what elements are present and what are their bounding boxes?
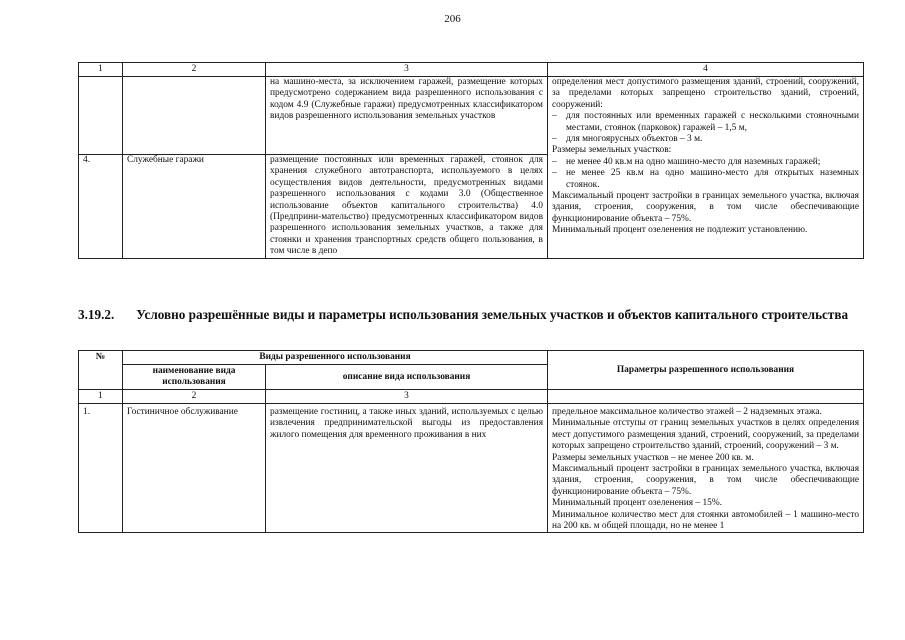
land-use-table-continued — [78, 62, 864, 259]
list-item-text: не менее 40 кв.м на одно машино-место для наземных гаражей; — [566, 156, 821, 167]
list-item — [552, 168, 859, 191]
dash-marker: – — [552, 111, 557, 122]
column-index: 3 — [266, 63, 548, 77]
list-item — [552, 157, 859, 168]
max-build-percent: Максимальный процент застройки в границах земельного участка, включая здания, строения, сооружения, в том числе обеспечивающие функционирование объекта – 75%. — [552, 191, 859, 224]
min-parking: Минимальное количество мест для стоянки автомобилей – 1 машино-место на 200 кв. м общей площади, но не менее 1 — [552, 509, 860, 532]
header-row — [79, 351, 864, 365]
row-number-cell: 1. — [79, 404, 123, 533]
plot-size: Размеры земельных участков – не менее 200 кв. м. — [552, 452, 754, 463]
list-item-text: для многоярусных объектов – 3 м. — [566, 134, 703, 145]
parameters-cell — [548, 404, 864, 533]
row-number-cell: 4. — [79, 155, 123, 259]
use-name-cell — [123, 77, 266, 155]
use-name-cell: Служебные гаражи — [123, 155, 266, 259]
dash-marker: – — [552, 134, 557, 145]
max-floors: предельное максимальное количество этажей – 2 надземных этажа. — [552, 407, 822, 417]
conditional-use-table — [78, 350, 864, 533]
use-description-cell: на машино-места, за исключением гаражей, размещение которых предусмотрено содержанием вида разрешенного использования с кодом 4.9 (Служебные гаражи) предусмотренных классификатором видов разрешенного использования земельных участков — [266, 77, 548, 155]
min-setbacks: Минимальные отступы от границ земельных участков в целях определения мест допустимого размещения зданий, строений, сооружений, за пределами которых запрещено строительство зданий, строений, сооружений – 3 м. — [552, 418, 860, 452]
column-index: 3 — [266, 390, 548, 404]
table-row — [79, 77, 864, 155]
list-item-text: для постоянных или временных гаражей с несколькими стояночными местами, стоянок (парковок) гаражей – 1,5 м, — [566, 111, 859, 133]
parameters-cell — [548, 77, 864, 259]
section-title: Условно разрешённые виды и параметры использования земельных участков и объектов капитального строительства — [136, 307, 849, 322]
dash-marker: – — [552, 156, 557, 167]
section-number: 3.19.2. — [78, 307, 115, 322]
column-index: 2 — [123, 63, 266, 77]
column-index-row — [79, 390, 864, 404]
column-header-params: Параметры разрешенного использования — [548, 351, 864, 390]
column-index — [548, 390, 864, 404]
sizes-title: Размеры земельных участков: — [552, 145, 672, 156]
column-index: 4 — [548, 63, 864, 77]
max-build-percent: Максимальный процент застройки в границах земельного участка, включая здания, строения, сооружения, в том числе обеспечивающие функционирование объекта – 75%. — [552, 464, 860, 497]
column-header-group: Виды разрешенного использования — [123, 351, 548, 365]
dash-marker: – — [552, 168, 557, 179]
row-number-cell — [79, 77, 123, 155]
column-index: 1 — [79, 63, 123, 77]
column-header-number: № — [79, 351, 123, 390]
page-number: 206 — [444, 13, 461, 25]
column-header-name: наименование вида использования — [123, 365, 266, 390]
column-index-row — [79, 63, 864, 77]
column-index: 1 — [79, 390, 123, 404]
setback-intro: определения мест допустимого размещения зданий, строений, сооружений, за пределами которых запрещено строительство зданий, строений, сооружений: — [552, 77, 859, 110]
min-green-percent: Минимальный процент озеленения не подлежит установлению. — [552, 225, 808, 236]
use-name-cell: Гостиничное обслуживание — [123, 404, 266, 533]
use-description-cell: размещение постоянных или временных гаражей, стоянок для хранения служебного автотранспорта, используемого в целях осуществления видов деятельности, предусмотренных видами разрешенного использования с кодами 3.0 (Общественное использование объектов капитального строительства) 4.0 (Предприни-мательство) предусмотренных классификатором видов разрешенного использования земельных участков, а также для стоянки и хранения транспортных средств общего пользования, в том числе в депо — [266, 155, 548, 259]
list-item-text: не менее 25 кв.м на одно машино-место для открытых наземных стоянок. — [566, 168, 859, 190]
column-index: 2 — [123, 390, 266, 404]
column-header-desc: описание вида использования — [266, 365, 548, 390]
section-heading — [78, 307, 863, 323]
table-row — [79, 404, 864, 533]
min-green-percent: Минимальный процент озеленения – 15%. — [552, 498, 722, 509]
use-description-cell: размещение гостиниц, а также иных зданий, используемых с целью извлечения предпринимательской выгоды из предоставления жилого помещения для временного проживания в них — [266, 404, 548, 533]
list-item — [552, 111, 859, 134]
list-item — [552, 134, 859, 145]
